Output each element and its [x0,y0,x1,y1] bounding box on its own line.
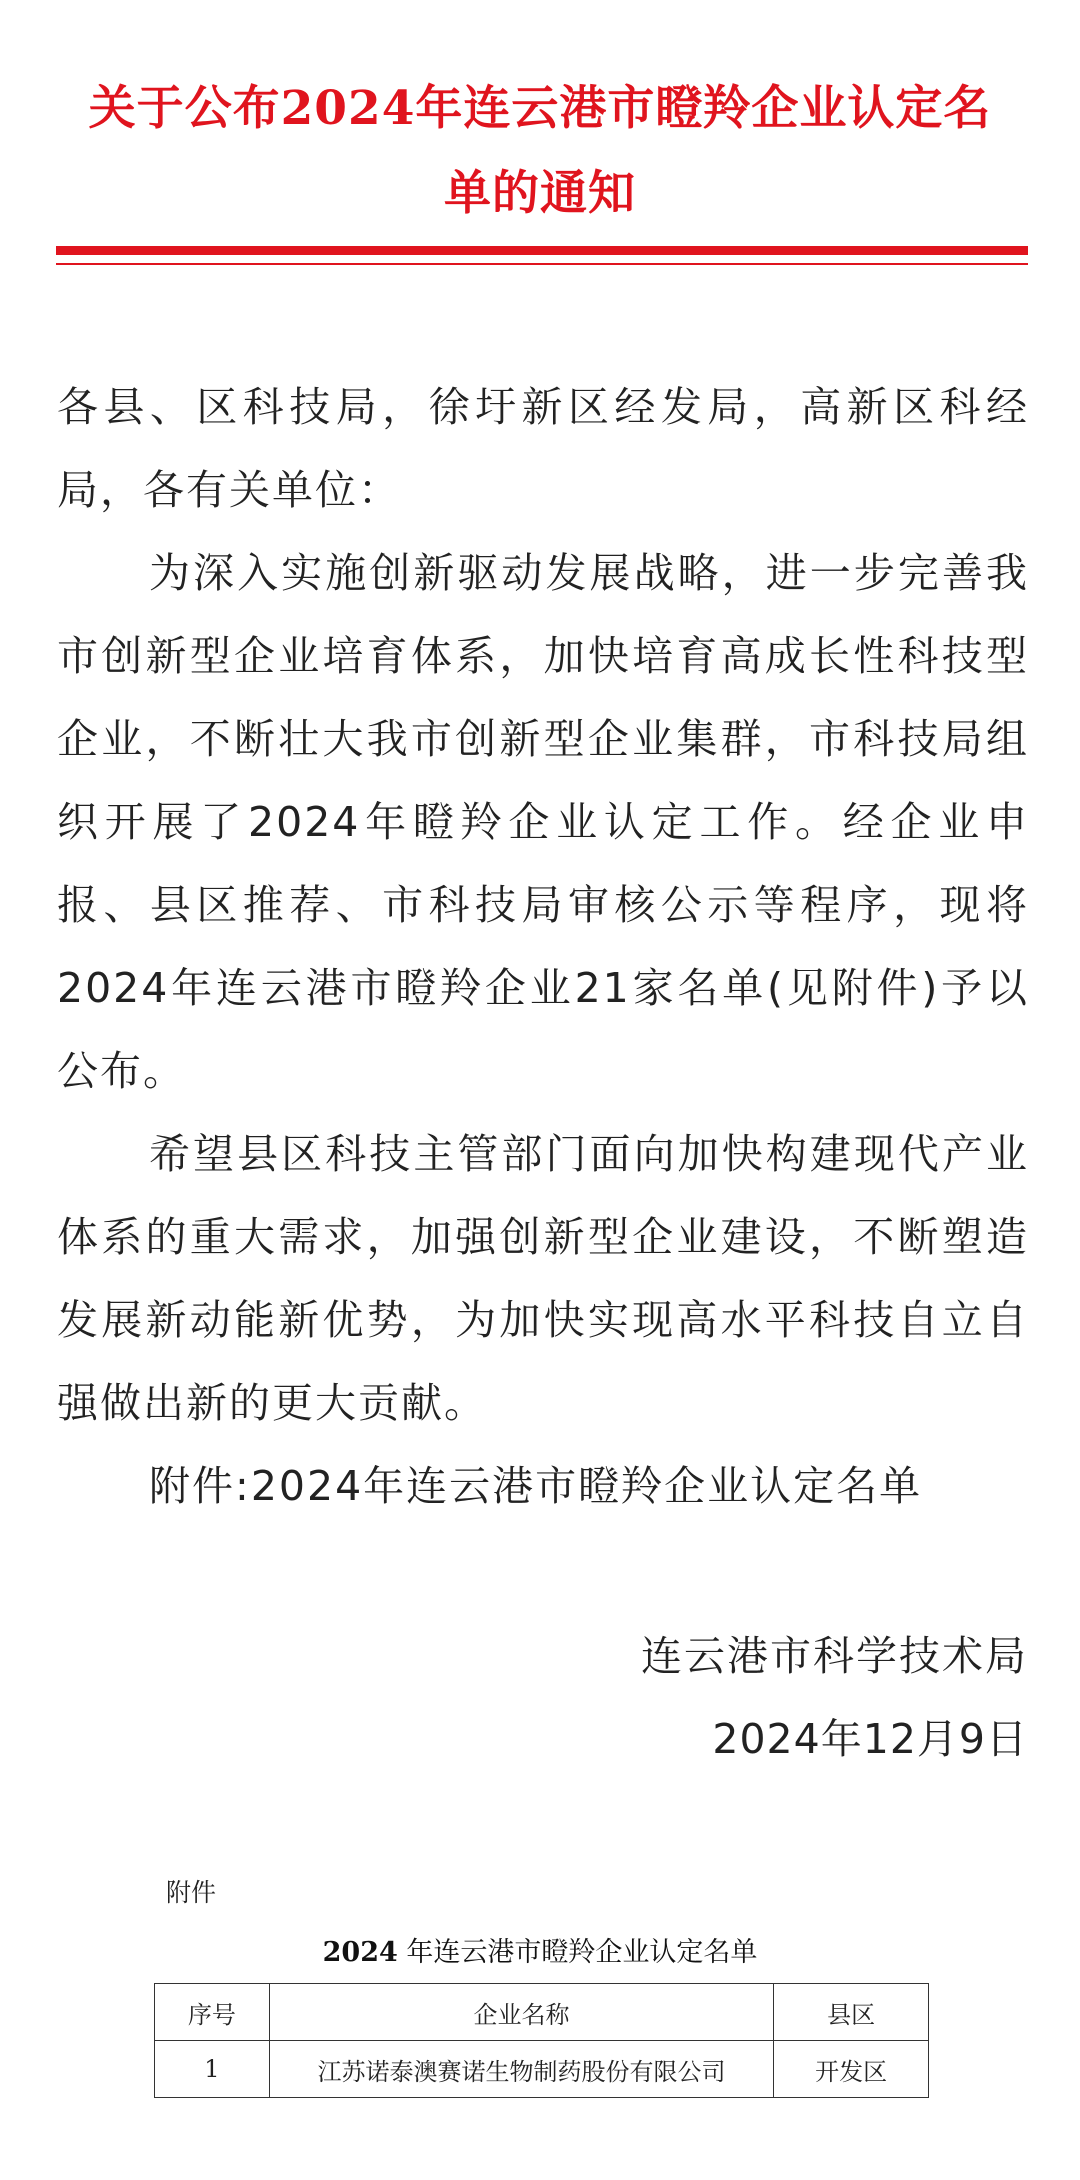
red-header-rule-thick [56,246,1028,255]
cell-district: 开发区 [774,2041,929,2098]
column-header-district: 县区 [774,1984,929,2041]
table-header-row [155,1984,929,2041]
table-row [155,2041,929,2098]
cell-serial: 1 [155,2041,270,2098]
annex-table [154,1983,929,2098]
notice-body [57,366,1029,1528]
attachment-reference: 附件:2024年连云港市瞪羚企业认定名单 [149,1462,923,1510]
salutation: 各县、区科技局，徐圩新区经发局，高新区科经局，各有关单位： [57,383,1029,514]
paragraph-purpose: 为深入实施创新驱动发展战略，进一步完善我市创新型企业培育体系，加快培育高成长性科技型企业，不断壮大我市创新型企业集群，市科技局组织开展了2024年瞪羚企业认定工作。经企业申报、县区推荐、市科技局审核公示等程序，现将2024年连云港市瞪羚企业21家名单(见附件)予以公布。 [57,549,1029,1095]
signature-date: 2024年12月9日 [712,1715,1028,1763]
paragraph-expectation: 希望县区科技主管部门面向加快构建现代产业体系的重大需求，加强创新型企业建设，不断塑造发展新动能新优势，为加快实现高水平科技自立自强做出新的更大贡献。 [57,1130,1029,1427]
annex-title-text: 年连云港市瞪羚企业认定名单 [397,1937,758,1968]
document-title-line-2: 单的通知 [444,166,636,221]
signature-organization: 连云港市科学技术局 [641,1632,1028,1680]
document-title [40,66,1040,236]
red-header-rule-thin [56,263,1028,265]
cell-company: 江苏诺泰澳赛诺生物制药股份有限公司 [269,2041,774,2098]
document-title-line-1: 关于公布2024年连云港市瞪羚企业认定名 [88,81,992,136]
annex-label: 附件 [166,1878,217,1907]
annex-title-year: 2024 [322,1937,398,1968]
column-header-company: 企业名称 [269,1984,774,2041]
column-header-serial: 序号 [155,1984,270,2041]
annex-title [150,1933,930,1973]
